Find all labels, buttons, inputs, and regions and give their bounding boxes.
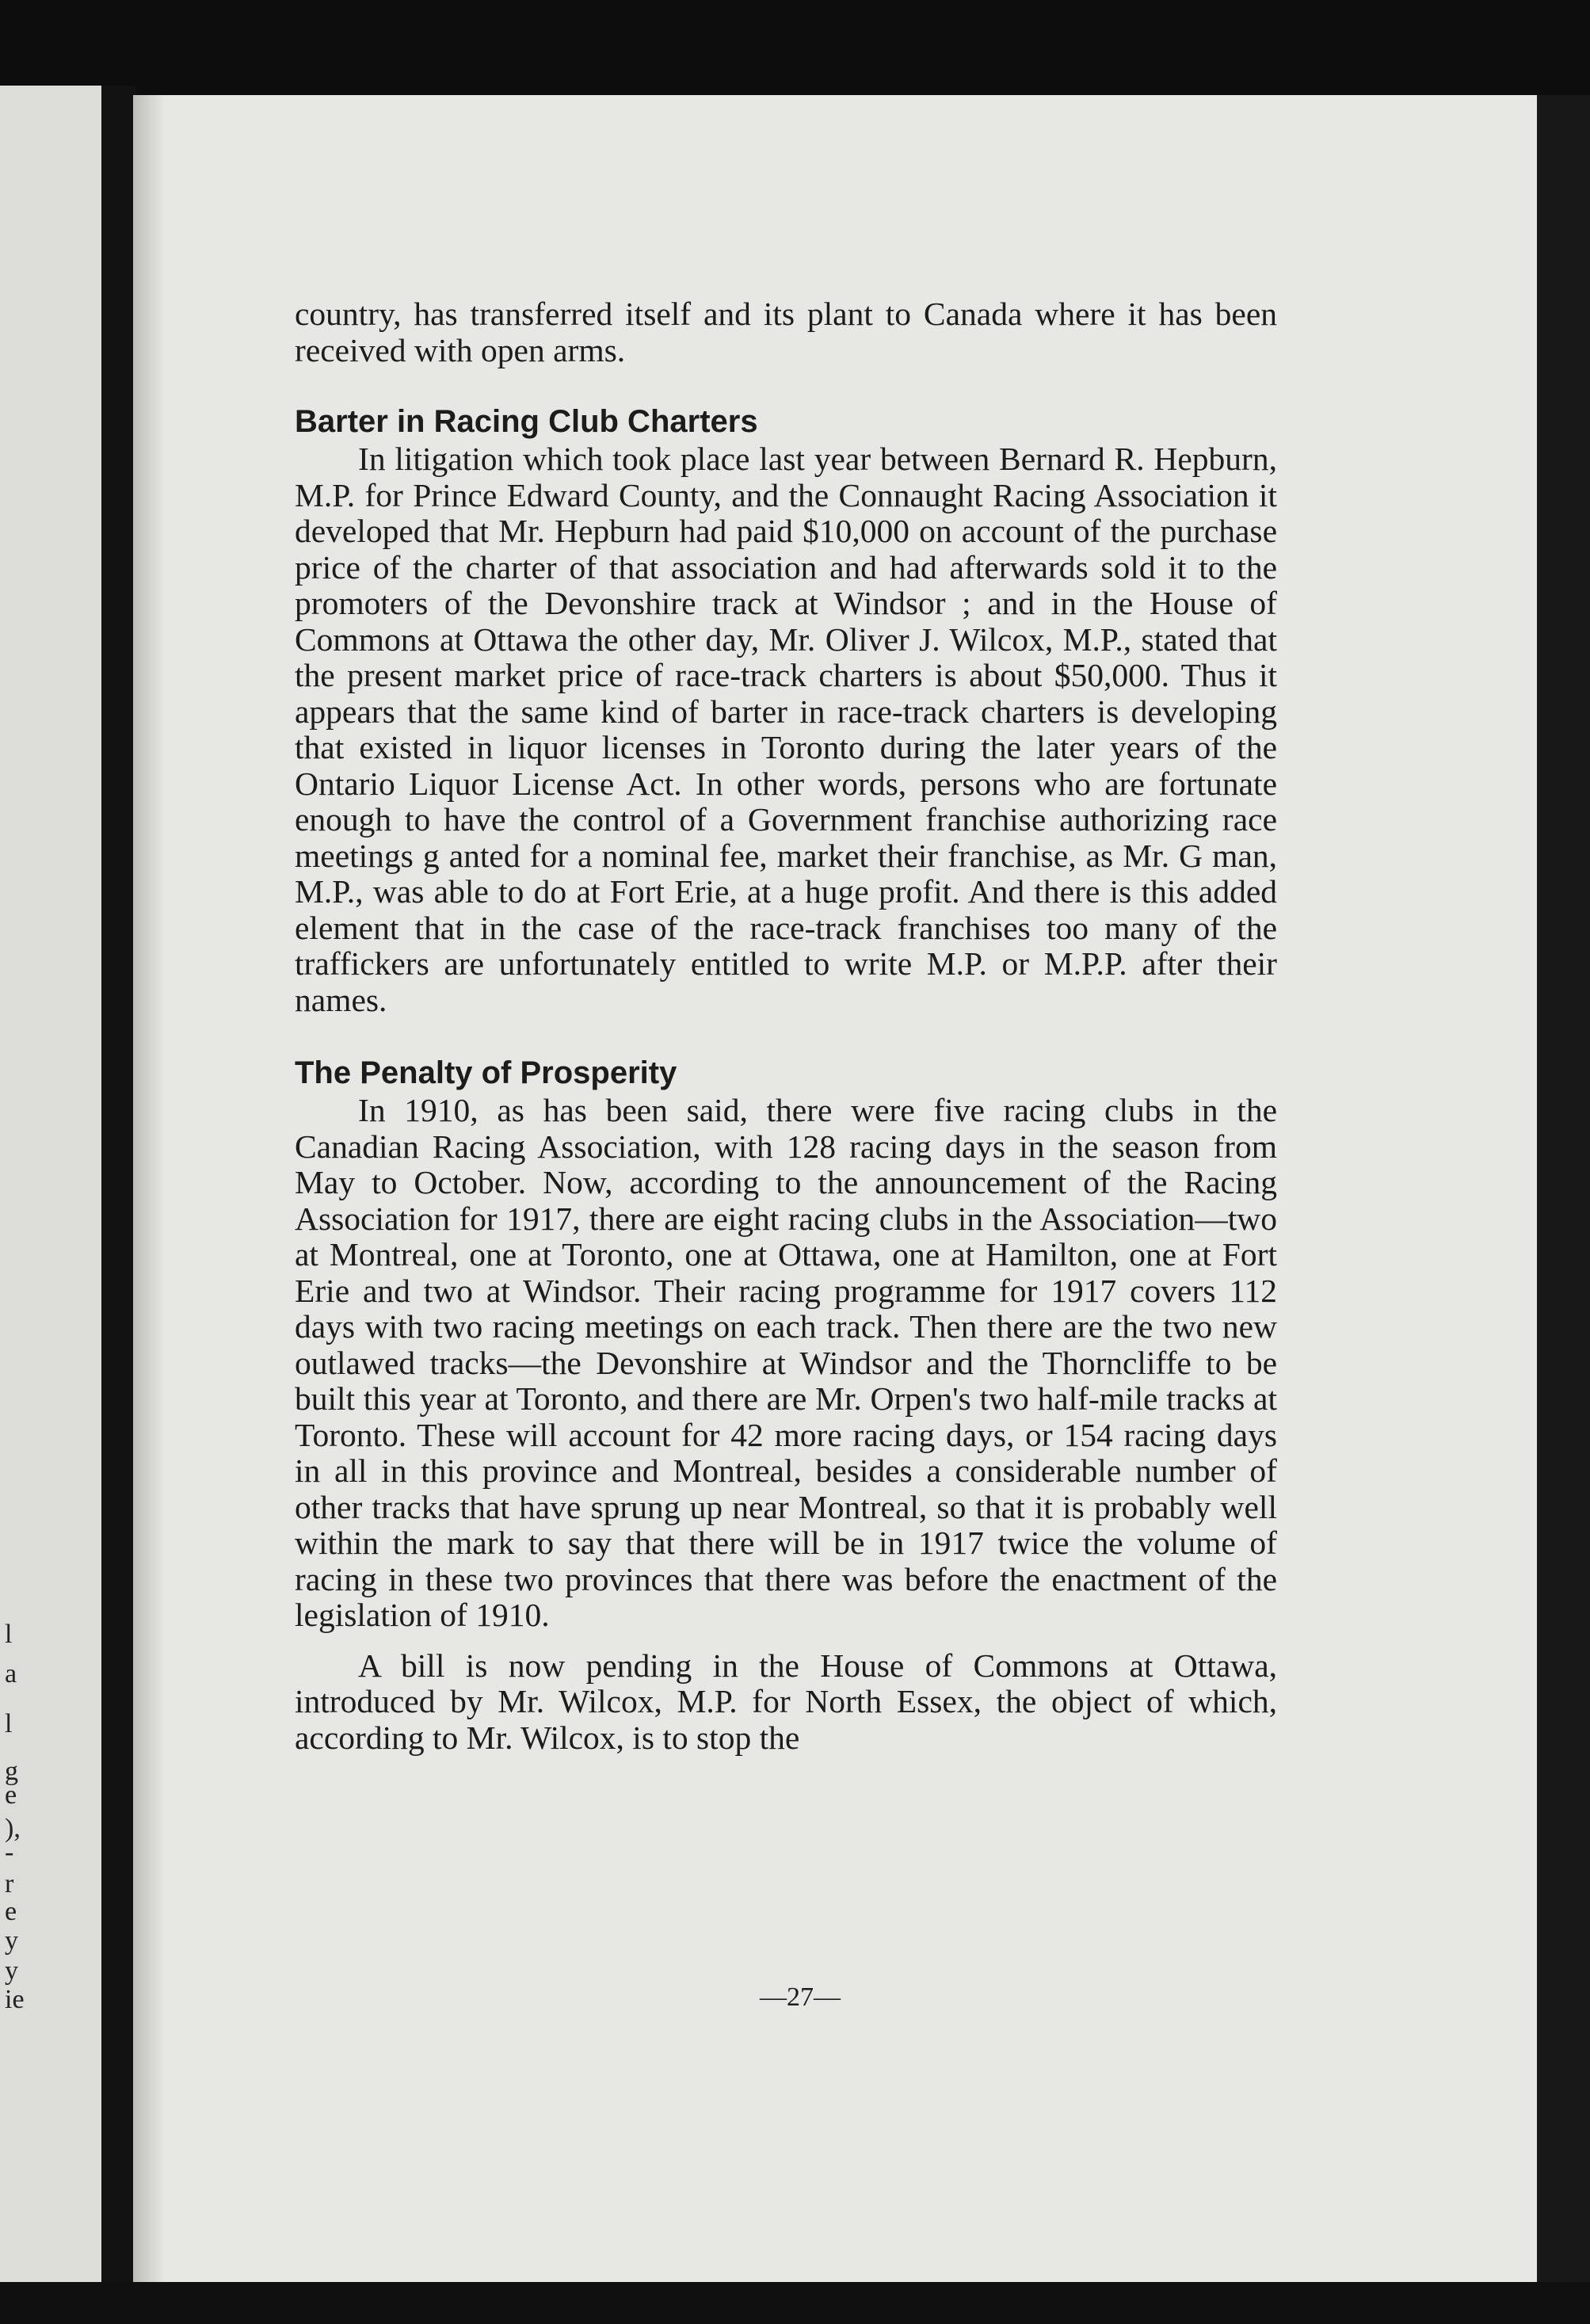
facing-page-edge [0,86,111,2296]
margin-fragment: g [5,1757,18,1786]
page-number: —27— [760,1982,841,2012]
binding-gutter [101,86,136,2296]
section-paragraph: In litigation which took place last year between Bernard R. Hepburn, M.P. for Prince Edward County, and the Connaught Racing Association it developed that Mr. Hepburn had paid $10,000 on account of the purchase price of the charter of that association and had afterwards sold it to the promoters of the Devonshire track at Windsor ; and in the House of Commons at Ottawa the other day, Mr. Oliver J. Wilcox, M.P., stated that the present market price of race-track charters is about $50,000. Thus it appears that the same kind of barter in race-track charters is developing that existed in liquor licenses in Toronto during the later years of the Ontario Liquor License Act. In other words, persons who are fortunate enough to have the control of a Government franchise authorizing race meetings g anted for a nominal fee, market their franchise, as Mr. G man, M.P., was able to do at Fort Erie, at a huge profit. And there is this added element that in the case of the race-track franchises too many of the traffickers are unfortunately entitled to write M.P. or M.P.P. after their names. [295,441,1277,1018]
margin-fragment: y [5,1956,18,1986]
section-heading-penalty: The Penalty of Prosperity [295,1055,677,1090]
margin-fragment: y [5,1926,18,1956]
scan-top-border [0,0,1590,95]
margin-fragment: l [5,1709,13,1738]
margin-fragment: e [5,1897,17,1926]
text-column [295,296,1277,1756]
scan-right-border [1537,95,1590,2282]
margin-fragment: ), [5,1814,21,1843]
page-gutter-shadow [133,95,165,2282]
intro-paragraph: country, has transferred itself and its plant to Canada where it has been received with open arms. [295,296,1277,368]
margin-fragment: l [5,1620,13,1649]
margin-fragment: - [5,1837,14,1867]
margin-fragment: ie [5,1985,25,2014]
margin-fragment: r [5,1869,14,1899]
section-heading-barter: Barter in Racing Club Charters [295,404,758,439]
scan-bottom-border [0,2282,1590,2324]
margin-fragment: a [5,1659,17,1689]
section-paragraph: In 1910, as has been said, there were five racing clubs in the Canadian Racing Association, with 128 racing days in the season from May to October. Now, according to the announcement of the Racing Association for 1917, there are eight racing clubs in the Association—two at Montreal, one at Toronto, one at Ottawa, one at Hamilton, one at Fort Erie and two at Windsor. Their racing programme for 1917 covers 112 days with two racing meetings on each track. Then there are the two new outlawed tracks—the Devonshire at Windsor and the Thorncliffe to be built this year at Toronto, and there are Mr. Orpen's two half-mile tracks at Toronto. These will account for 42 more racing days, or 154 racing days in all in this province and Montreal, besides a considerable number of other tracks that have sprung up near Montreal, so that it is probably well within the mark to say that there will be in 1917 twice the volume of racing in these two provinces that there was before the enactment of the legislation of 1910. [295,1092,1277,1633]
margin-fragment: e [5,1780,17,1810]
section-paragraph: A bill is now pending in the House of Commons at Ottawa, introduced by Mr. Wilcox, M.P. for North Essex, the object of which, according to Mr. Wilcox, is to stop the [295,1647,1277,1756]
